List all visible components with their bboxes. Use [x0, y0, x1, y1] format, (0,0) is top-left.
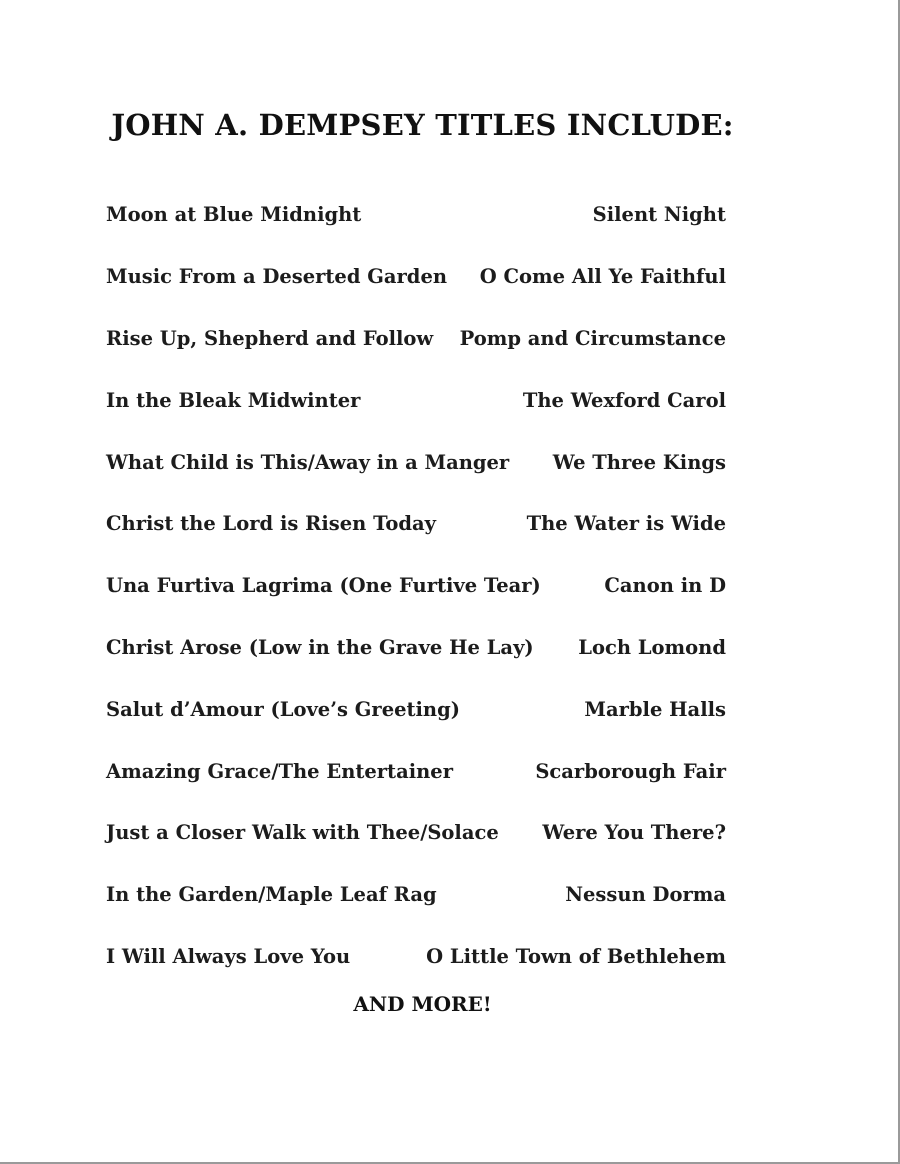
- title-left: What Child is This/Away in a Manger: [106, 450, 510, 474]
- title-row: [106, 493, 730, 555]
- title-right: O Little Town of Bethlehem: [426, 944, 726, 968]
- title-right: The Wexford Carol: [522, 388, 726, 412]
- title-right: Pomp and Circumstance: [459, 326, 726, 350]
- title-right: We Three Kings: [552, 450, 726, 474]
- title-left: Amazing Grace/The Entertainer: [106, 759, 453, 783]
- title-right: Were You There?: [542, 821, 726, 845]
- title-row: [106, 926, 730, 988]
- title-right: Nessun Dorma: [565, 883, 726, 907]
- title-right: Loch Lomond: [578, 635, 726, 659]
- title-row: [106, 555, 730, 617]
- title-left: In the Garden/Maple Leaf Rag: [106, 883, 437, 907]
- title-left: Salut d’Amour (Love’s Greeting): [106, 697, 460, 721]
- title-row: [106, 802, 730, 864]
- title-row: [106, 740, 730, 802]
- title-right: The Water is Wide: [526, 512, 726, 536]
- title-right: Silent Night: [592, 203, 726, 227]
- title-row: [106, 184, 730, 246]
- title-right: Scarborough Fair: [535, 759, 726, 783]
- title-left: Moon at Blue Midnight: [106, 203, 362, 227]
- title-row: [106, 864, 730, 926]
- page-title: JOHN A. DEMPSEY TITLES INCLUDE:: [111, 108, 734, 142]
- title-right: Marble Halls: [584, 697, 726, 721]
- closing-text: AND MORE!: [353, 992, 492, 1016]
- title-right: O Come All Ye Faithful: [479, 265, 726, 289]
- title-right: Canon in D: [604, 574, 726, 598]
- title-row: [106, 246, 730, 308]
- titles-list: [106, 184, 730, 987]
- title-row: [106, 678, 730, 740]
- title-left: Una Furtiva Lagrima (One Furtive Tear): [106, 574, 541, 598]
- title-row: [106, 369, 730, 431]
- title-row: [106, 431, 730, 493]
- title-left: Music From a Deserted Garden: [106, 265, 448, 289]
- title-row: [106, 308, 730, 370]
- title-left: Christ Arose (Low in the Grave He Lay): [106, 635, 534, 659]
- title-left: Just a Closer Walk with Thee/Solace: [106, 821, 499, 845]
- title-left: In the Bleak Midwinter: [106, 388, 361, 412]
- title-left: I Will Always Love You: [106, 944, 351, 968]
- title-left: Rise Up, Shepherd and Follow: [106, 326, 434, 350]
- title-row: [106, 617, 730, 679]
- title-left: Christ the Lord is Risen Today: [106, 512, 436, 536]
